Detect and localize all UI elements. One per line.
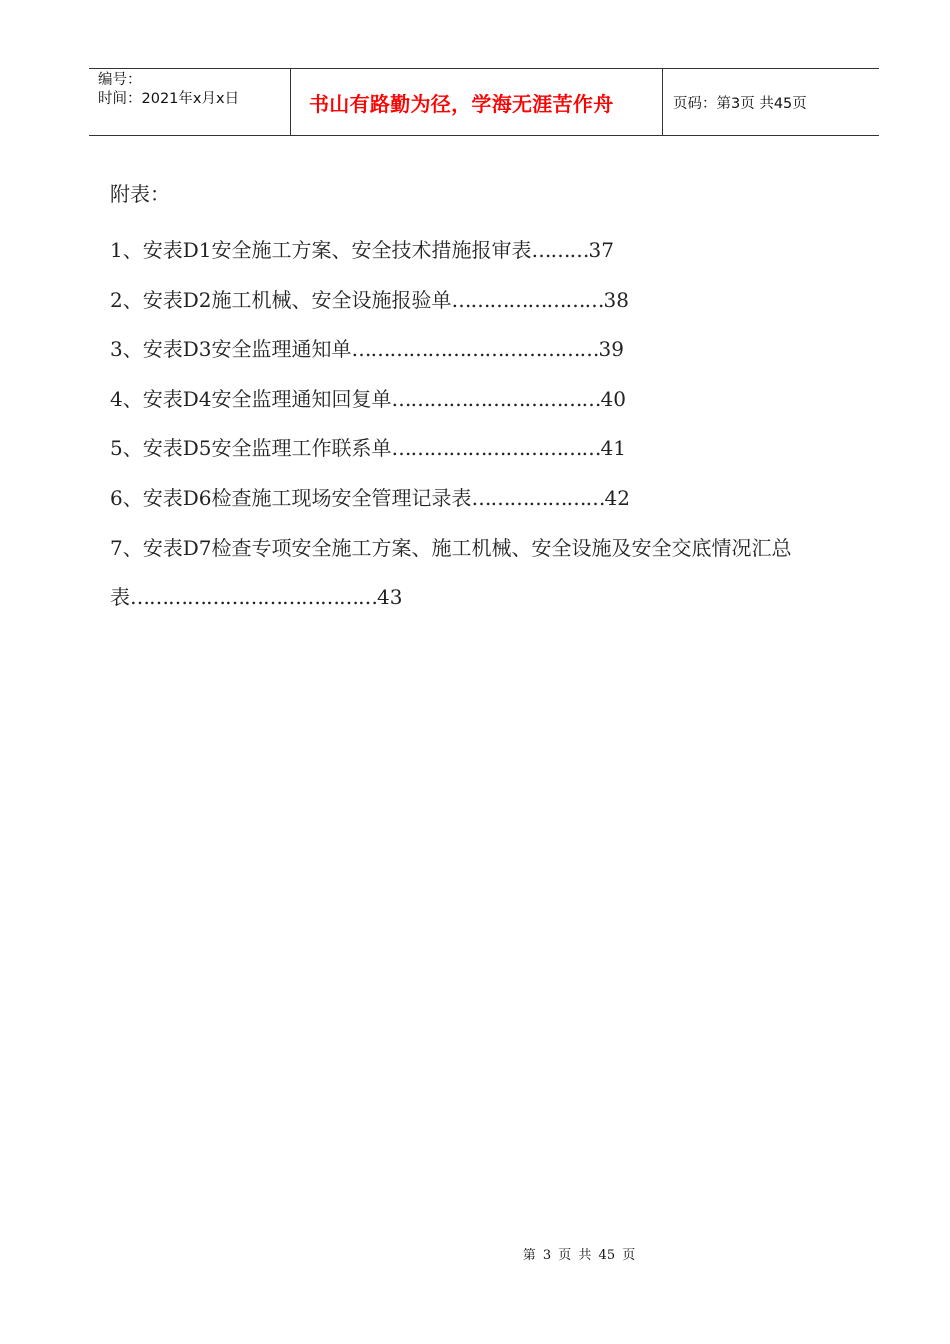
toc-item-title: 7、安表D7检查专项安全施工方案、施工机械、安全设施及安全交底情况汇总表 xyxy=(110,535,792,610)
toc-item-title: 4、安表D4安全监理通知回复单 xyxy=(110,386,392,411)
toc-page-number: 41 xyxy=(600,436,626,461)
toc-leader: ………………………………… xyxy=(351,337,599,362)
toc-item xyxy=(110,276,870,326)
toc-leader: …………………………… xyxy=(391,436,601,461)
toc-page-number: 43 xyxy=(377,585,403,610)
toc-leader: ………………………………… xyxy=(130,585,377,610)
header-date: 时间：2021年x月x日 xyxy=(98,91,240,107)
toc-item-title: 5、安表D5安全监理工作联系单 xyxy=(110,436,392,461)
appendix-heading: 附表： xyxy=(110,182,170,206)
toc-item-title: 6、安表D6检查施工现场安全管理记录表 xyxy=(110,485,472,510)
toc-item xyxy=(110,474,870,524)
header-page-info: 页码：第3页 共45页 xyxy=(673,95,807,112)
toc-item-title: 3、安表D3安全监理通知单 xyxy=(110,337,352,362)
header-motto: 书山有路勤为径，学海无涯苦作舟 xyxy=(291,69,663,135)
page-header xyxy=(89,68,879,136)
page-footer xyxy=(0,1244,950,1263)
toc-page-number: 40 xyxy=(600,386,626,411)
toc-item xyxy=(110,325,870,375)
toc-item-title: 1、安表D1安全施工方案、安全技术措施报审表 xyxy=(110,238,532,262)
toc-leader: ……… xyxy=(531,238,589,262)
toc-leader: ………………… xyxy=(471,485,605,510)
appendix-content xyxy=(110,176,870,623)
toc-item xyxy=(110,226,870,276)
toc-page-number: 39 xyxy=(598,337,624,362)
toc-item xyxy=(110,375,870,425)
toc-item xyxy=(110,424,870,474)
toc-page-number: 42 xyxy=(604,485,630,510)
toc-leader: …………………… xyxy=(451,287,604,312)
toc-page-number: 38 xyxy=(603,287,629,312)
toc-item-title: 2、安表D2施工机械、安全设施报验单 xyxy=(110,287,452,312)
footer-page-number: 第 3 页 共 45 页 xyxy=(522,1248,636,1263)
toc-item xyxy=(110,524,862,623)
toc-leader: …………………………… xyxy=(391,386,601,411)
header-number-label: 编号： xyxy=(98,72,142,88)
toc-page-number: 37 xyxy=(588,238,614,262)
header-meta xyxy=(89,69,291,135)
